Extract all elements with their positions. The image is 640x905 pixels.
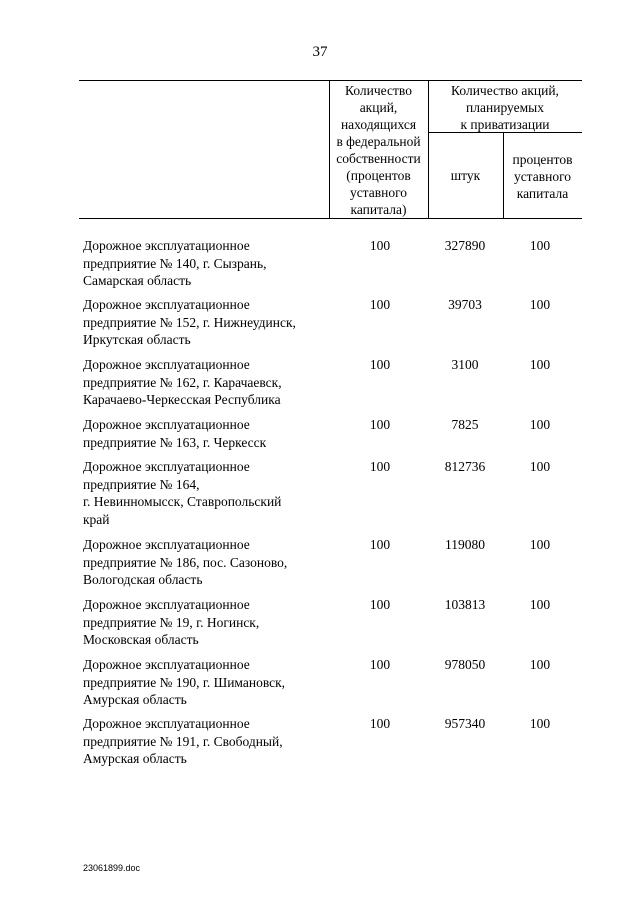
header-line: процентов <box>512 152 573 167</box>
shares-count: 119080 <box>445 537 485 552</box>
name-line: Дорожное эксплуатационное <box>83 716 250 731</box>
name-line: предприятие № 162, г. Карачаевск, <box>83 374 282 390</box>
header-federal-ownership <box>329 82 428 218</box>
name-line: Дорожное эксплуатационное <box>83 238 250 253</box>
name-line: Дорожное эксплуатационное <box>83 657 250 672</box>
enterprise-name <box>83 356 323 409</box>
shares-count: 7825 <box>451 417 479 432</box>
table-top-border <box>79 80 582 81</box>
name-line: предприятие № 190, г. Шимановск, <box>83 674 286 690</box>
name-line: край <box>83 511 110 527</box>
name-line: Дорожное эксплуатационное <box>83 297 250 312</box>
header-line: капитала) <box>350 202 407 217</box>
header-line: в федеральной <box>336 134 421 149</box>
name-line: предприятие № 191, г. Свободный, <box>83 733 283 749</box>
federal-percent: 100 <box>369 238 391 253</box>
capital-percent: 100 <box>529 357 551 372</box>
shares-count: 103813 <box>444 597 486 612</box>
enterprise-name <box>83 458 323 528</box>
enterprise-name <box>83 296 323 349</box>
capital-percent: 100 <box>529 459 551 474</box>
header-line: уставного <box>513 169 572 184</box>
header-planned-privatization <box>428 82 582 133</box>
federal-percent: 100 <box>369 357 391 372</box>
name-line: Амурская область <box>83 692 187 707</box>
header-shares-count: штук <box>450 168 481 183</box>
name-line: Московская область <box>83 632 199 647</box>
header-line: капитала <box>516 186 569 201</box>
name-line: предприятие № 186, пос. Сазоново, <box>83 554 288 570</box>
capital-percent: 100 <box>529 297 551 312</box>
federal-percent: 100 <box>369 417 391 432</box>
name-line: г. Невинномысск, Ставропольский <box>83 494 282 509</box>
page-number: 37 <box>312 44 328 60</box>
federal-percent: 100 <box>369 597 391 612</box>
shares-count: 3100 <box>451 357 479 372</box>
enterprise-name <box>83 536 323 589</box>
name-line: предприятие № 164, <box>83 476 200 492</box>
enterprise-name <box>83 416 323 451</box>
document-filename: 23061899.doc <box>83 863 141 873</box>
enterprise-name <box>83 656 323 709</box>
federal-percent: 100 <box>369 297 391 312</box>
shares-count: 812736 <box>444 459 486 474</box>
capital-percent: 100 <box>529 597 551 612</box>
header-line: Количество <box>345 83 412 98</box>
header-line: Количество акций, <box>451 83 559 98</box>
shares-count: 957340 <box>444 716 486 731</box>
shares-count: 978050 <box>444 657 486 672</box>
header-line: собственности <box>336 151 421 166</box>
federal-percent: 100 <box>369 459 391 474</box>
name-line: предприятие № 19, г. Ногинск, <box>83 614 260 630</box>
name-line: Самарская область <box>83 273 192 288</box>
federal-percent: 100 <box>369 537 391 552</box>
name-line: Карачаево-Черкесская Республика <box>83 392 281 407</box>
shares-count: 327890 <box>444 238 486 253</box>
capital-percent: 100 <box>529 537 551 552</box>
name-line: Амурская область <box>83 751 187 766</box>
federal-percent: 100 <box>369 716 391 731</box>
name-line: предприятие № 163, г. Черкесск <box>83 434 267 450</box>
header-line: находящихся <box>340 117 417 132</box>
name-line: Дорожное эксплуатационное <box>83 537 250 552</box>
shares-count: 39703 <box>448 297 482 312</box>
header-line: к приватизации <box>460 117 550 132</box>
capital-percent: 100 <box>529 417 551 432</box>
header-line: акций, <box>359 100 398 115</box>
header-line: уставного <box>349 185 408 200</box>
name-line: Дорожное эксплуатационное <box>83 597 250 612</box>
enterprise-name <box>83 237 323 290</box>
enterprise-name <box>83 715 323 768</box>
name-line: Дорожное эксплуатационное <box>83 357 250 372</box>
federal-percent: 100 <box>369 657 391 672</box>
table-header-bottom-border <box>79 218 582 219</box>
capital-percent: 100 <box>529 716 551 731</box>
header-charter-capital-percent <box>503 151 582 202</box>
header-line: (процентов <box>346 168 411 183</box>
header-line: планируемых <box>466 100 544 115</box>
name-line: предприятие № 140, г. Сызрань, <box>83 255 267 271</box>
enterprise-name <box>83 596 323 649</box>
name-line: Иркутская область <box>83 332 191 347</box>
name-line: Дорожное эксплуатационное <box>83 459 250 474</box>
capital-percent: 100 <box>529 657 551 672</box>
name-line: Дорожное эксплуатационное <box>83 417 250 432</box>
capital-percent: 100 <box>529 238 551 253</box>
name-line: предприятие № 152, г. Нижнеудинск, <box>83 314 296 330</box>
name-line: Вологодская область <box>83 572 203 587</box>
